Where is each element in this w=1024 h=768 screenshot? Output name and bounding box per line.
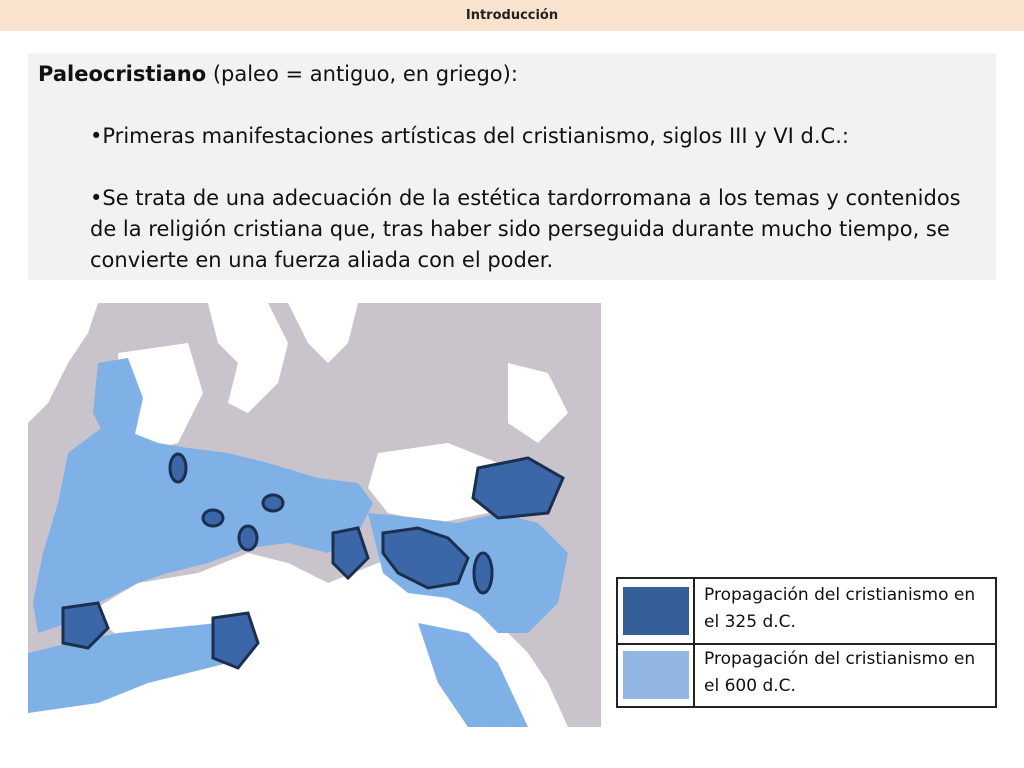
bullet-2: •Se trata de una adecuación de la estética tardorromana a los temas y contenidos de la religión cristiana que, tras haber sido perseguida durante mucho tiempo, se convierte en una fuerza aliada con el poder. [90, 186, 961, 272]
legend-label-325: Propagación del cristianismo en el 325 d.C. [704, 585, 976, 632]
spread-325-gaul-2 [203, 510, 223, 526]
map-svg [28, 303, 601, 727]
legend-label-600: Propagación del cristianismo en el 600 d.C. [704, 649, 976, 696]
legend-swatch-600 [623, 651, 689, 699]
spread-325-balkan [263, 495, 283, 511]
spread-325-gaul-1 [170, 454, 186, 482]
spread-325-levant [474, 553, 492, 593]
legend-row-600 [618, 643, 995, 706]
legend-swatch-cell [618, 643, 695, 706]
header-bar [0, 0, 1024, 31]
bullet-1: •Primeras manifestaciones artísticas del cristianismo, siglos III y VI d.C.: [90, 124, 849, 148]
term-definition: (paleo = antiguo, en griego): [206, 62, 518, 86]
legend-swatch-325 [623, 587, 689, 635]
spread-325-italy [239, 526, 257, 550]
intro-text-box [28, 53, 996, 280]
christianity-spread-map [28, 303, 601, 727]
slide-title: Introducción [465, 8, 559, 23]
heading-line [38, 59, 986, 90]
legend-row-325 [618, 579, 995, 645]
map-legend [616, 577, 997, 708]
legend-swatch-cell [618, 579, 695, 643]
term-paleocristiano: Paleocristiano [38, 62, 207, 86]
